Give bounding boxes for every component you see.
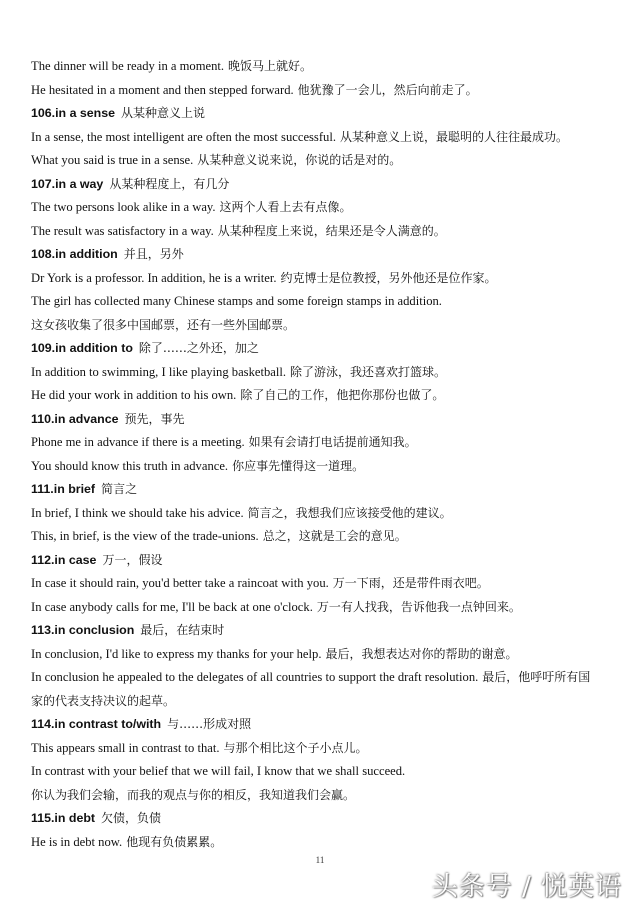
chinese-translation: 你应事先懂得这一道理。 bbox=[232, 458, 365, 473]
example-sentence bbox=[31, 431, 621, 455]
english-text: In a sense, the most intelligent are often the most successful. bbox=[31, 129, 336, 144]
english-text: Phone me in advance if there is a meeting. bbox=[31, 435, 245, 449]
page-number: 11 bbox=[315, 855, 325, 865]
chinese-translation: 这女孩收集了很多中国邮票，还有一些外国邮票。 bbox=[31, 317, 296, 332]
example-sentence bbox=[31, 666, 621, 690]
english-text: The girl has collected many Chinese stamps and some foreign stamps in addition. bbox=[31, 294, 442, 308]
example-sentence bbox=[31, 220, 621, 244]
chinese-translation: 与那个相比这个子小点儿。 bbox=[223, 740, 368, 755]
chinese-translation: 你认为我们会输，而我的观点与你的相反，我知道我们会赢。 bbox=[31, 787, 356, 802]
phrase-meaning: 除了……之外还，加之 bbox=[138, 341, 259, 355]
example-sentence bbox=[31, 55, 621, 79]
english-text: He did your work in addition to his own. bbox=[31, 388, 237, 402]
chinese-translation: 简言之，我想我们应该接受他的建议。 bbox=[247, 505, 452, 520]
phrase-heading bbox=[31, 619, 621, 643]
example-sentence bbox=[31, 149, 621, 173]
chinese-translation: 这两个人看上去有点像。 bbox=[219, 200, 352, 214]
english-text: In conclusion, I'd like to express my thanks for your help. bbox=[31, 646, 322, 661]
phrase-meaning: 欠债，负债 bbox=[101, 811, 162, 825]
example-sentence bbox=[31, 760, 621, 784]
chinese-translation: 从某种意义说来说，你说的话是对的。 bbox=[197, 153, 402, 167]
english-text: Dr York is a professor. In addition, he is a writer. bbox=[31, 270, 277, 285]
phrase-term: 107.in a way bbox=[31, 176, 104, 191]
phrase-meaning: 并且，另外 bbox=[123, 247, 184, 261]
phrase-meaning: 万一，假设 bbox=[102, 552, 163, 567]
phrase-term: 113.in conclusion bbox=[31, 623, 135, 637]
phrase-heading bbox=[31, 713, 621, 737]
english-text: He is in debt now. bbox=[31, 834, 123, 849]
example-sentence bbox=[31, 314, 621, 338]
phrase-meaning: 与……形成对照 bbox=[167, 717, 252, 731]
phrase-heading bbox=[31, 243, 621, 267]
chinese-translation: 晚饭马上就好。 bbox=[228, 59, 313, 73]
phrase-term: 112.in case bbox=[31, 552, 97, 567]
chinese-translation: 最后，我想表达对你的帮助的谢意。 bbox=[325, 646, 518, 661]
phrase-heading bbox=[31, 408, 621, 432]
english-text: In addition to swimming, I like playing basketball. bbox=[31, 364, 286, 379]
phrase-list bbox=[31, 55, 621, 854]
phrase-meaning: 最后，在结束时 bbox=[140, 623, 225, 637]
phrase-heading bbox=[31, 102, 621, 126]
phrase-meaning: 简言之 bbox=[101, 482, 138, 496]
chinese-translation: 总之，这就是工会的意见。 bbox=[262, 529, 407, 543]
example-sentence bbox=[31, 643, 621, 667]
example-sentence bbox=[31, 196, 621, 220]
chinese-translation: 万一下雨，还是带件雨衣吧。 bbox=[332, 576, 489, 590]
english-text: You should know this truth in advance. bbox=[31, 458, 229, 473]
chinese-translation: 除了自己的工作，他把你那份也做了。 bbox=[240, 388, 445, 402]
example-sentence bbox=[31, 784, 621, 808]
phrase-term: 114.in contrast to/with bbox=[31, 717, 162, 731]
phrase-meaning: 从某种程度上，有几分 bbox=[109, 176, 230, 191]
phrase-term: 106.in a sense bbox=[31, 106, 116, 120]
phrase-heading bbox=[31, 549, 621, 573]
example-sentence bbox=[31, 126, 621, 150]
example-sentence bbox=[31, 502, 621, 526]
example-sentence bbox=[31, 361, 621, 385]
english-text: In contrast with your belief that we will fail, I know that we shall succeed. bbox=[31, 764, 406, 778]
phrase-heading bbox=[31, 173, 621, 197]
chinese-translation: 家的代表支持决议的起草。 bbox=[31, 693, 176, 708]
example-sentence bbox=[31, 455, 621, 479]
english-text: The dinner will be ready in a moment. bbox=[31, 59, 225, 73]
phrase-term: 109.in addition to bbox=[31, 341, 133, 355]
chinese-translation: 他犹豫了一会儿，然后向前走了。 bbox=[297, 82, 478, 97]
example-sentence bbox=[31, 290, 621, 314]
english-text: In conclusion he appealed to the delegates of all countries to support the draft resolution. bbox=[31, 670, 479, 684]
example-sentence bbox=[31, 690, 621, 714]
english-text: What you said is true in a sense. bbox=[31, 153, 194, 167]
example-sentence bbox=[31, 384, 621, 408]
english-text: The two persons look alike in a way. bbox=[31, 200, 216, 214]
example-sentence bbox=[31, 267, 621, 291]
chinese-translation: 如果有会请打电话提前通知我。 bbox=[248, 435, 417, 449]
english-text: This, in brief, is the view of the trade-unions. bbox=[31, 529, 259, 543]
english-text: The result was satisfactory in a way. bbox=[31, 223, 214, 238]
example-sentence bbox=[31, 596, 621, 620]
phrase-term: 108.in addition bbox=[31, 247, 118, 261]
chinese-translation: 从某种意义上说，最聪明的人往往最成功。 bbox=[339, 129, 568, 144]
english-text: He hesitated in a moment and then stepped forward. bbox=[31, 82, 294, 97]
phrase-term: 115.in debt bbox=[31, 811, 96, 825]
phrase-heading bbox=[31, 337, 621, 361]
phrase-heading bbox=[31, 478, 621, 502]
english-text: In case anybody calls for me, I'll be back at one o'clock. bbox=[31, 599, 313, 614]
watermark: 头条号 / 悦英语 bbox=[431, 872, 622, 902]
phrase-term: 110.in advance bbox=[31, 411, 119, 426]
example-sentence bbox=[31, 831, 621, 855]
chinese-translation: 他现有负债累累。 bbox=[126, 834, 223, 849]
phrase-term: 111.in brief bbox=[31, 482, 96, 496]
example-sentence bbox=[31, 79, 621, 103]
english-text: This appears small in contrast to that. bbox=[31, 740, 220, 755]
chinese-translation: 万一有人找我，告诉他我一点钟回来。 bbox=[316, 599, 521, 614]
chinese-translation: 约克博士是位教授，另外他还是位作家。 bbox=[280, 270, 497, 285]
example-sentence bbox=[31, 737, 621, 761]
phrase-meaning: 从某种意义上说 bbox=[121, 106, 206, 120]
example-sentence bbox=[31, 525, 621, 549]
phrase-meaning: 预先，事先 bbox=[124, 411, 185, 426]
phrase-heading bbox=[31, 807, 621, 831]
english-text: In brief, I think we should take his advice. bbox=[31, 505, 244, 520]
chinese-translation: 除了游泳，我还喜欢打篮球。 bbox=[290, 364, 447, 379]
english-text: In case it should rain, you'd better take a raincoat with you. bbox=[31, 576, 329, 590]
chinese-translation: 从某种程度上来说，结果还是令人满意的。 bbox=[217, 223, 446, 238]
example-sentence bbox=[31, 572, 621, 596]
chinese-translation: 最后，他呼吁所有国 bbox=[482, 670, 591, 684]
